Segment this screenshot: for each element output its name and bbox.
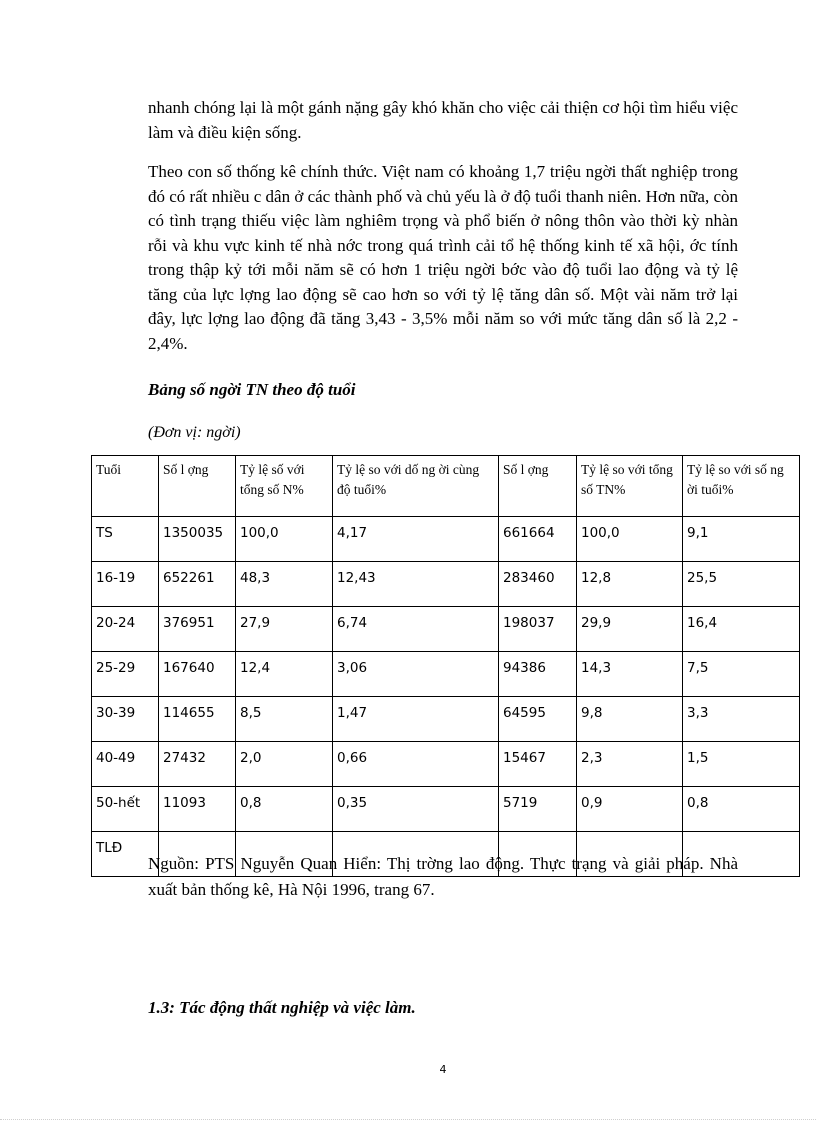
cell-count-1: 652261 <box>159 562 236 607</box>
cell-count-1: 167640 <box>159 652 236 697</box>
table-row <box>92 742 800 787</box>
header-pct-age-people: Tỷ lệ so với số ng ời tuổi% <box>683 456 800 517</box>
cell-count-1: 11093 <box>159 787 236 832</box>
cell-count-2: 94386 <box>499 652 577 697</box>
cell-pct-total-n: 0,8 <box>236 787 333 832</box>
cell-pct-same-age: 0,35 <box>333 787 499 832</box>
cell-pct-total-tn: 2,3 <box>577 742 683 787</box>
cell-pct-total-tn: 14,3 <box>577 652 683 697</box>
table-title: Bảng số ngời TN theo độ tuổi <box>148 380 356 399</box>
section-heading: 1.3: Tác động thất nghiệp và việc làm. <box>148 998 416 1017</box>
cell-pct-age-people: 7,5 <box>683 652 800 697</box>
cell-pct-same-age: 4,17 <box>333 517 499 562</box>
paragraph-statistics: Theo con số thống kê chính thức. Việt nam có khoảng 1,7 triệu ngời thất nghiệp trong đó có rất nhiều c dân ở các thành phố và chủ yếu là ở độ tuổi thanh niên. Hơn nữa, còn có tình trạng thiếu việc làm nghiêm trọng và phổ biến ở nông thôn vào thời kỳ nhàn rỗi và khu vực kinh tế nhà nớc trong quá trình cải tổ hệ thống kinh tế xã hội, ớc tính trong thập kỷ tới mỗi năm sẽ có hơn 1 triệu ngời bớc vào độ tuổi lao động và tỷ lệ tăng của lực lợng lao động sẽ cao hơn so với tỷ lệ tăng dân số. Một vài năm trở lại đây, lực lợng lao động đã tăng 3,43 - 3,5% mỗi năm so với mức tăng dân số là 2,2 - 2,4%. <box>148 162 738 353</box>
cell-pct-total-n: 8,5 <box>236 697 333 742</box>
cell-pct-total-n: 2,0 <box>236 742 333 787</box>
cell-age: 16-19 <box>92 562 159 607</box>
cell-pct-total-tn: 9,8 <box>577 697 683 742</box>
cell-pct-age-people: 9,1 <box>683 517 800 562</box>
cell-pct-age-people: 1,5 <box>683 742 800 787</box>
unemployment-by-age-table <box>91 455 800 877</box>
cell-age: 20-24 <box>92 607 159 652</box>
cell-count-1: 27432 <box>159 742 236 787</box>
cell-count-2: 15467 <box>499 742 577 787</box>
cell-count-1: 1350035 <box>159 517 236 562</box>
table-row <box>92 697 800 742</box>
table-row <box>92 787 800 832</box>
unit-note: (Đơn vị: ngời) <box>148 424 241 441</box>
cell-age: 50-hết <box>92 787 159 832</box>
cell-pct-same-age: 3,06 <box>333 652 499 697</box>
cell-pct-same-age: 6,74 <box>333 607 499 652</box>
header-pct-total-n: Tỷ lệ số với tổng số N% <box>236 456 333 517</box>
cell-pct-same-age: 1,47 <box>333 697 499 742</box>
header-count-2: Số l ợng <box>499 456 577 517</box>
cell-age: TLĐ <box>92 832 159 877</box>
cell-count-2: 198037 <box>499 607 577 652</box>
header-pct-total-tn: Tỷ lệ so với tổng số TN% <box>577 456 683 517</box>
table-row <box>92 652 800 697</box>
cell-pct-same-age: 12,43 <box>333 562 499 607</box>
cell-pct-total-tn: 100,0 <box>577 517 683 562</box>
header-count-1: Số l ợng <box>159 456 236 517</box>
cell-pct-age-people: 0,8 <box>683 787 800 832</box>
table-row <box>92 517 800 562</box>
page-bottom-edge <box>0 1119 816 1120</box>
cell-pct-age-people: 16,4 <box>683 607 800 652</box>
cell-age: 25-29 <box>92 652 159 697</box>
header-pct-same-age: Tỷ lệ so với dố ng ời cùng độ tuổi% <box>333 456 499 517</box>
paragraph-intro: nhanh chóng lại là một gánh nặng gây khó khăn cho việc cải thiện cơ hội tìm hiểu việc làm và điều kiện sống. <box>148 98 738 142</box>
cell-pct-same-age: 0,66 <box>333 742 499 787</box>
cell-pct-total-tn: 12,8 <box>577 562 683 607</box>
cell-pct-total-tn: 0,9 <box>577 787 683 832</box>
cell-age: 30-39 <box>92 697 159 742</box>
source-note: Nguồn: PTS Nguyễn Quan Hiển: Thị trờng lao động. Thực trạng và giải pháp. Nhà xuất bản thống kê, Hà Nội 1996, trang 67. <box>148 854 738 899</box>
cell-age: TS <box>92 517 159 562</box>
page-number: 4 <box>439 1063 447 1076</box>
cell-count-2: 283460 <box>499 562 577 607</box>
cell-pct-total-n: 12,4 <box>236 652 333 697</box>
cell-count-2: 661664 <box>499 517 577 562</box>
cell-count-1: 114655 <box>159 697 236 742</box>
table-row <box>92 607 800 652</box>
header-age: Tuổi <box>92 456 159 517</box>
cell-pct-age-people: 25,5 <box>683 562 800 607</box>
cell-pct-total-tn: 29,9 <box>577 607 683 652</box>
cell-count-2: 64595 <box>499 697 577 742</box>
cell-pct-total-n: 100,0 <box>236 517 333 562</box>
cell-pct-total-n: 48,3 <box>236 562 333 607</box>
cell-count-1: 376951 <box>159 607 236 652</box>
table-row <box>92 562 800 607</box>
cell-count-2: 5719 <box>499 787 577 832</box>
cell-pct-age-people: 3,3 <box>683 697 800 742</box>
cell-pct-total-n: 27,9 <box>236 607 333 652</box>
cell-age: 40-49 <box>92 742 159 787</box>
table-header-row <box>92 456 800 517</box>
